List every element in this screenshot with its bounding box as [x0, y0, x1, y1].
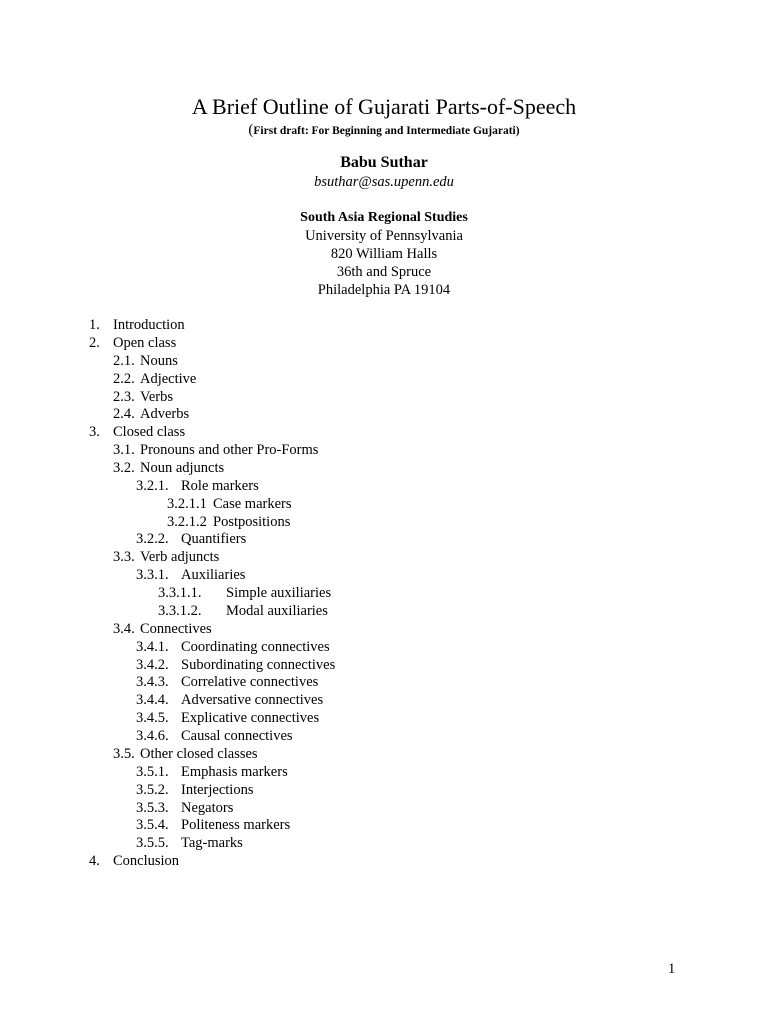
toc-entry-label: Negators [181, 800, 234, 816]
address-line: University of Pennsylvania [305, 228, 463, 244]
toc-entry-label: Correlative connectives [181, 674, 319, 690]
toc-entry-label: Tag-marks [181, 835, 243, 851]
toc-entry-number: 2.2. [113, 371, 135, 387]
toc-entry-number: 3.5.3. [136, 800, 169, 816]
toc-entry-number: 3.2.1. [136, 478, 169, 494]
toc-entry-label: Explicative connectives [181, 710, 320, 726]
author-email: bsuthar@sas.upenn.edu [314, 174, 454, 190]
toc-entry-label: Simple auxiliaries [226, 585, 332, 601]
toc-entry-number: 3.4.3. [136, 674, 169, 690]
toc-entry-number: 3.4.1. [136, 639, 169, 655]
toc-entry-number: 3. [89, 424, 100, 440]
toc-entry-number: 3.4. [113, 621, 135, 637]
toc-entry-label: Open class [113, 335, 177, 351]
toc-entry-number: 3.3.1.2. [158, 603, 202, 619]
toc-entry-number: 3.5.1. [136, 764, 169, 780]
toc-entry-number: 4. [89, 853, 100, 869]
toc-entry-label: Causal connectives [181, 728, 293, 744]
toc-entry-label: Noun adjuncts [140, 460, 225, 476]
toc-entry-label: Introduction [113, 317, 185, 333]
toc-entry-number: 3.4.5. [136, 710, 169, 726]
toc-entry-number: 3.5.5. [136, 835, 169, 851]
subtitle-open-paren: ( [248, 122, 254, 138]
toc-entry-number: 3.5.2. [136, 782, 169, 798]
toc-entry-number: 2.4. [113, 406, 135, 422]
document-title: A Brief Outline of Gujarati Parts-of-Speech [191, 94, 577, 119]
toc-entry-label: Case markers [213, 496, 292, 512]
toc-entry-number: 1. [89, 317, 100, 333]
toc-entry-label: Subordinating connectives [181, 657, 336, 673]
toc-entry-number: 3.2.1.2 [167, 514, 207, 530]
toc-entry-number: 3.4.6. [136, 728, 169, 744]
toc-entry-number: 2.3. [113, 389, 135, 405]
toc-entry-label: Role markers [181, 478, 259, 494]
toc-entry-label: Coordinating connectives [181, 639, 330, 655]
toc-entry-label: Adjective [140, 371, 197, 387]
address-line: 820 William Halls [330, 246, 438, 262]
toc-entry-label: Auxiliaries [181, 567, 246, 583]
toc-entry-number: 3.3.1.1. [158, 585, 202, 601]
toc-entry-number: 3.3. [113, 549, 135, 565]
toc-entry-number: 3.5. [113, 746, 135, 762]
toc-entry-number: 3.2.2. [136, 531, 169, 547]
toc-entry-number: 3.5.4. [136, 817, 169, 833]
toc-entry-number: 3.2.1.1 [167, 496, 207, 512]
toc-entry-label: Nouns [140, 353, 178, 369]
toc-entry-label: Closed class [113, 424, 186, 440]
toc-entry-label: Connectives [140, 621, 212, 637]
address-line: 36th and Spruce [336, 264, 432, 280]
toc-entry-number: 3.2. [113, 460, 135, 476]
author-name: Babu Suthar [340, 154, 428, 171]
toc-entry-label: Quantifiers [181, 531, 247, 547]
toc-entry-number: 3.4.2. [136, 657, 169, 673]
toc-entry-number: 3.1. [113, 442, 135, 458]
toc-entry-label: Politeness markers [181, 817, 291, 833]
toc-entry-label: Pronouns and other Pro-Forms [140, 442, 319, 458]
toc-entry-number: 3.3.1. [136, 567, 169, 583]
page-number: 1 [668, 961, 676, 977]
address-line: Philadelphia PA 19104 [317, 282, 451, 298]
toc-entry-label: Interjections [181, 782, 254, 798]
toc-entry-label: Verbs [140, 389, 174, 405]
toc-entry-label: Postpositions [213, 514, 291, 530]
toc-entry-number: 2.1. [113, 353, 135, 369]
toc-entry-label: Other closed classes [140, 746, 258, 762]
toc-entry-label: Adverbs [140, 406, 190, 422]
toc-entry-number: 2. [89, 335, 100, 351]
toc-entry-label: Emphasis markers [181, 764, 288, 780]
institution-name: South Asia Regional Studies [300, 210, 468, 225]
toc-entry-label: Verb adjuncts [140, 549, 220, 565]
subtitle-text: First draft: For Beginning and Intermediate Gujarati) [253, 125, 520, 137]
toc-entry-label: Adversative connectives [181, 692, 324, 708]
toc-entry-label: Conclusion [113, 853, 180, 869]
toc-entry-number: 3.4.4. [136, 692, 169, 708]
toc-entry-label: Modal auxiliaries [226, 603, 328, 619]
